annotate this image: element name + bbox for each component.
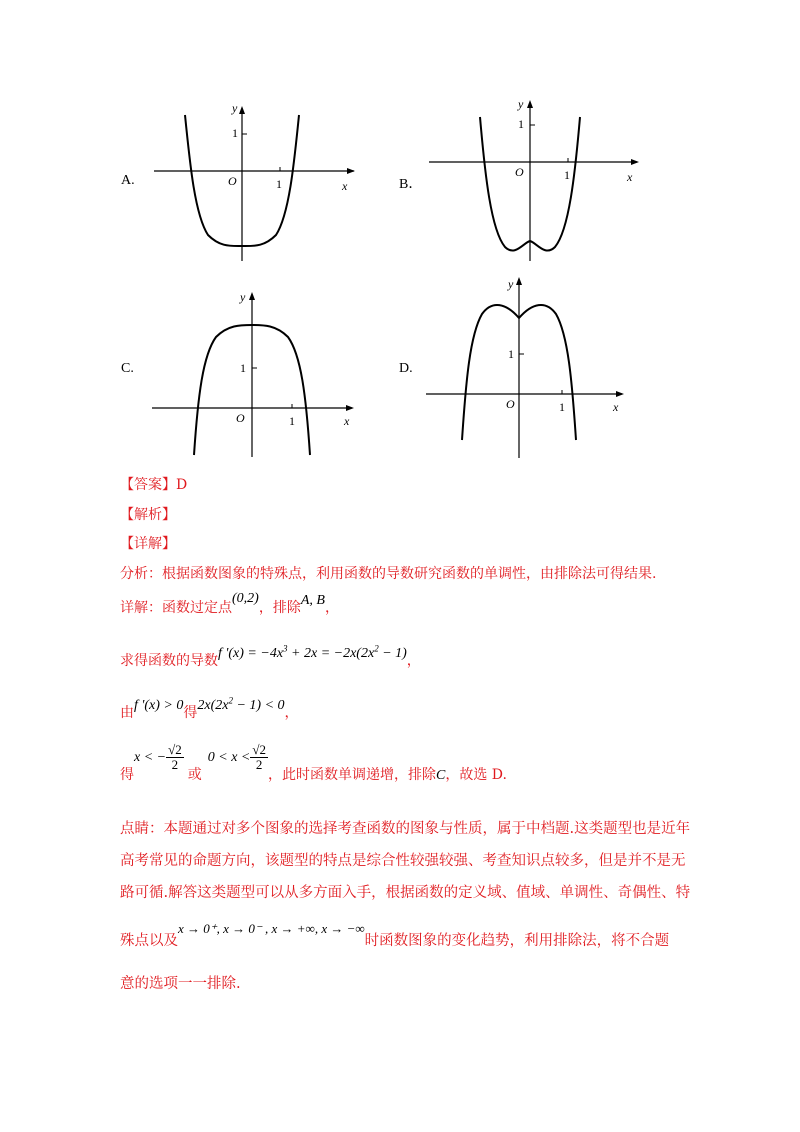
y-axis-label: y xyxy=(508,277,514,291)
tick-one-y: 1 xyxy=(518,117,524,131)
excluded-options: A, B xyxy=(300,593,325,608)
xiangjie-suffix: ， xyxy=(324,600,339,616)
condition-mid: 得 xyxy=(183,705,198,721)
derivative-positive: f '(x) > 0 xyxy=(134,698,184,713)
option-a-label: A. xyxy=(121,173,135,188)
dianjing-line-5: 意的选项一一排除. xyxy=(120,976,241,992)
answer-label: 【答案】 xyxy=(120,477,176,493)
option-d-label: D. xyxy=(399,361,413,376)
analysis-label: 【解析】 xyxy=(120,507,176,523)
answer-value: D xyxy=(176,477,188,493)
tick-one-y: 1 xyxy=(240,361,246,375)
dianjing-line-1: 点睛：本题通过对多个图象的选择考查函数的图象与性质，属于中档题.这类题型也是近年 xyxy=(120,821,691,837)
ineq-part-1: 2x(2x xyxy=(197,698,229,713)
result-text: ，此时函数单调递增，排除 xyxy=(268,766,436,783)
fixed-point: (0,2) xyxy=(232,591,259,606)
y-axis-label: y xyxy=(240,290,246,304)
detail-label: 【详解】 xyxy=(120,536,176,552)
answer-line xyxy=(120,474,187,494)
limit-expression: x → 0⁺, x → 0⁻ , x → +∞, x → −∞ xyxy=(178,921,365,936)
formula-part-3: − 1) xyxy=(378,646,407,661)
derivative-formula: f '$(x) = -4x^3 + 2x = -2x(2x^2 - 1)$ xyxy=(218,643,407,661)
ineq-b-lhs: 0 < x < xyxy=(207,749,251,765)
result-or: 或 xyxy=(187,766,202,783)
result-text2: ，故选 D. xyxy=(445,766,507,783)
origin-label: O xyxy=(506,397,515,411)
derivative-line xyxy=(120,643,421,670)
origin-label: O xyxy=(228,174,237,188)
ineq-part-2: − 1) < 0 xyxy=(232,698,285,713)
dianjing-line-4 xyxy=(120,921,670,950)
frac-b-den: 2 xyxy=(255,757,263,772)
tick-one-y: 1 xyxy=(232,126,238,140)
x-axis-label: x xyxy=(344,414,350,428)
x-axis-label: x xyxy=(627,170,633,184)
formula-part-1: f '(x) = −4x xyxy=(218,646,284,661)
y-axis-label: y xyxy=(232,101,238,115)
result-c: C xyxy=(436,767,446,783)
tick-one-x: 1 xyxy=(559,400,565,414)
ineq-a xyxy=(134,742,184,772)
formula-part-2: + 2x = −2x(2x xyxy=(287,646,375,661)
origin-label: O xyxy=(515,165,524,179)
graph-a xyxy=(150,95,360,265)
tick-one-x: 1 xyxy=(276,177,282,191)
xiangjie-line xyxy=(120,591,339,617)
frac-a-num: √2 xyxy=(168,742,182,757)
fenxi-line: 分析：根据函数图象的特殊点，利用函数的导数研究函数的单调性，由排除法可得结果. xyxy=(120,566,657,582)
dianjing-line-3: 路可循.解答这类题型可以从多方面入手，根据函数的定义域、值域、单调性、奇偶性、特 xyxy=(120,885,691,901)
condition-line xyxy=(120,695,299,722)
graph-d xyxy=(422,270,632,460)
xiangjie-mid: ，排除 xyxy=(258,600,301,616)
result-prefix: 得 xyxy=(120,766,134,783)
ineq-a-lhs: x < − xyxy=(134,749,167,765)
derivative-prefix: 求得函数的导数 xyxy=(120,653,218,669)
condition-suffix: ， xyxy=(284,705,299,721)
dianjing-line-4-suffix: 时函数图象的变化趋势，利用排除法，将不合题 xyxy=(364,933,670,949)
tick-one-x: 1 xyxy=(564,168,570,182)
graph-b xyxy=(425,95,650,265)
condition-inequality: $2x(2x^2 - 1) < 0$ xyxy=(197,695,285,713)
condition-prefix: 由 xyxy=(120,705,134,721)
dianjing-line-4-prefix: 殊点以及 xyxy=(120,933,178,949)
origin-label: O xyxy=(236,411,245,425)
x-axis-label: x xyxy=(342,179,348,193)
frac-a-den: 2 xyxy=(171,757,179,772)
xiangjie-prefix: 详解：函数过定点 xyxy=(120,600,232,616)
tick-one-x: 1 xyxy=(289,414,295,428)
option-b-label: B． xyxy=(399,177,423,192)
dianjing-line-2: 高考常见的命题方向，该题型的特点是综合性较强较强、考查知识点较多，但是并不是无 xyxy=(120,853,686,869)
ineq-b xyxy=(207,742,268,772)
option-c-label: C. xyxy=(121,361,134,376)
frac-b-num: √2 xyxy=(252,742,266,757)
tick-one-y: 1 xyxy=(508,347,514,361)
derivative-suffix: ， xyxy=(406,653,421,669)
result-line xyxy=(120,742,507,783)
graph-c xyxy=(148,285,363,460)
x-axis-label: x xyxy=(613,400,619,414)
y-axis-label: y xyxy=(518,97,524,111)
